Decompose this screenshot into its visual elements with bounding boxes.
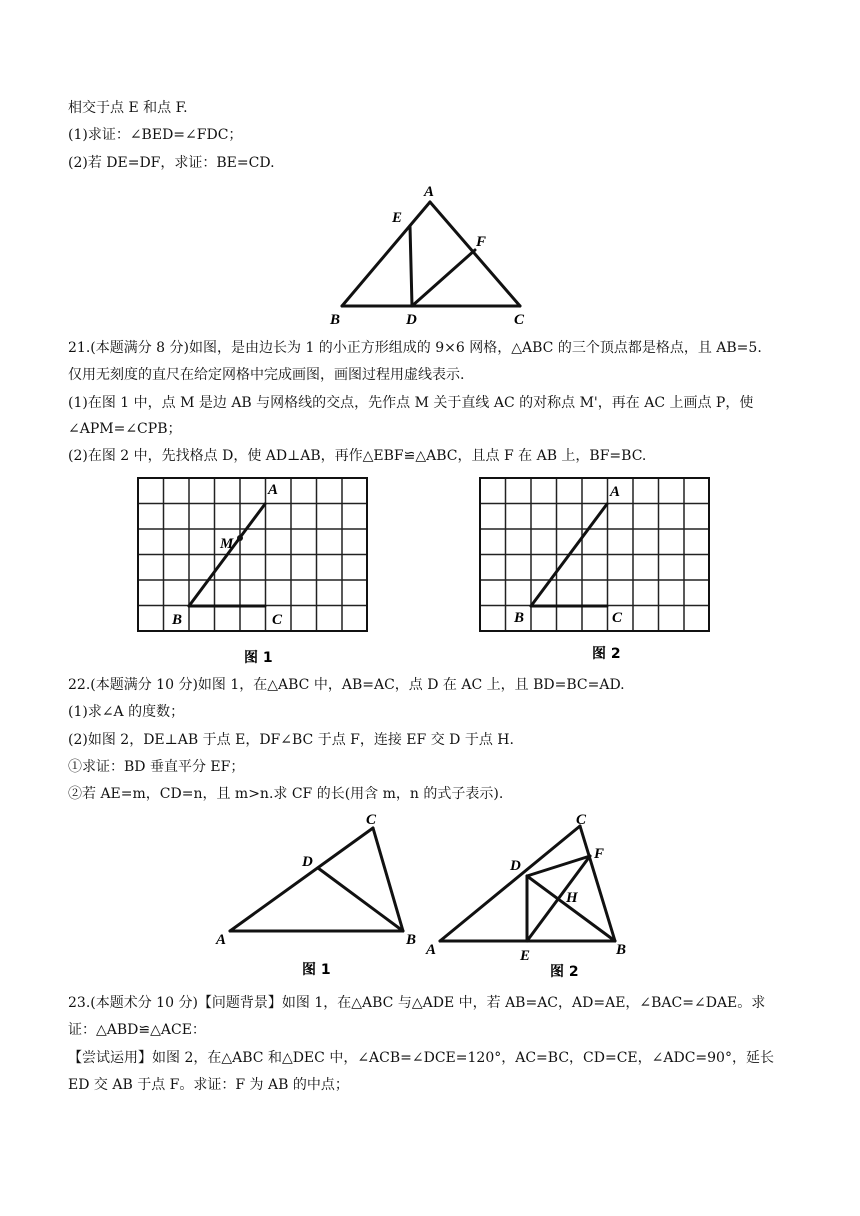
q22-text-line-4: ①求证：BD 垂直平分 EF； bbox=[68, 759, 245, 775]
label-c: C bbox=[366, 812, 377, 828]
q22-text-line-5: ②若 AE=m，CD=n，且 m>n.求 CF 的长(用含 m，n 的式子表示). bbox=[68, 786, 504, 802]
label-e: E bbox=[520, 948, 531, 964]
label-b: B bbox=[406, 932, 417, 948]
q22-text-line-2: (1)求∠A 的度数； bbox=[68, 704, 185, 720]
label-c: C bbox=[612, 610, 623, 626]
label-b: B bbox=[172, 612, 183, 628]
label-a: A bbox=[268, 482, 279, 498]
label-c: C bbox=[576, 812, 587, 828]
q21-grid-figure-1 bbox=[128, 470, 378, 670]
label-d: D bbox=[302, 854, 313, 870]
label-a: A bbox=[426, 942, 437, 958]
label-b: B bbox=[514, 610, 525, 626]
segment-ac bbox=[230, 828, 373, 931]
segment-cb bbox=[580, 826, 615, 941]
label-b: B bbox=[330, 312, 341, 328]
q21-text-line-3: (1)在图 1 中，点 M 是边 AB 与网格线的交点，先作点 M 关于直线 AC 的对称点 M'，再在 AC 上画点 P，使 bbox=[68, 395, 754, 411]
q20-text-line-3: (2)若 DE=DF，求证：BE=CD. bbox=[68, 155, 275, 171]
figure-caption: 图 2 bbox=[592, 646, 621, 662]
point-m bbox=[237, 535, 243, 541]
q21-text-line-4: ∠APM=∠CPB； bbox=[68, 421, 182, 437]
segment-df bbox=[412, 250, 475, 306]
q20-text-line-1: 相交于点 E 和点 F. bbox=[68, 100, 188, 116]
label-a: A bbox=[216, 932, 227, 948]
label-h: H bbox=[566, 890, 578, 906]
q23-text-line-1: 23.(本题术分 10 分)【问题背景】如图 1，在△ABC 与△ADE 中，若 AB=AC，AD=AE，∠BAC=∠DAE。求 bbox=[68, 995, 766, 1011]
q21-text-line-1: 21.(本题满分 8 分)如图，是由边长为 1 的小正方形组成的 9×6 网格，△ABC 的三个顶点都是格点，且 AB=5. bbox=[68, 340, 762, 356]
q21-text-line-5: (2)在图 2 中，先找格点 D，使 AD⊥AB，再作△EBF≌△ABC，且点 F 在 AB 上，BF=BC. bbox=[68, 448, 647, 464]
segment-de bbox=[410, 226, 412, 306]
label-c: C bbox=[272, 612, 283, 628]
segment-bd bbox=[318, 868, 403, 931]
label-m: M bbox=[220, 536, 234, 552]
label-a: A bbox=[424, 184, 435, 200]
q23-text-line-2: 证：△ABD≌△ACE： bbox=[68, 1022, 206, 1038]
label-b: B bbox=[616, 942, 627, 958]
q20-text-line-2: (1)求证：∠BED=∠FDC； bbox=[68, 127, 243, 143]
segment-cb bbox=[373, 828, 403, 931]
figure-caption: 图 2 bbox=[550, 964, 579, 980]
label-c: C bbox=[514, 312, 525, 328]
label-a: A bbox=[610, 484, 621, 500]
figure-caption: 图 1 bbox=[244, 650, 273, 666]
q21-text-line-2: 仅用无刻度的直尺在给定网格中完成画图，画图过程用虚线表示. bbox=[68, 367, 465, 383]
q23-text-line-3: 【尝试运用】如图 2，在△ABC 和△DEC 中，∠ACB=∠DCE=120°，AC=BC，CD=CE，∠ADC=90°，延长 bbox=[68, 1050, 774, 1066]
label-f: F bbox=[594, 846, 605, 862]
segment-df bbox=[527, 856, 590, 876]
segment-ac bbox=[430, 202, 520, 306]
segment-bd bbox=[527, 876, 615, 941]
label-d: D bbox=[510, 858, 521, 874]
q22-figure-2 bbox=[420, 806, 650, 986]
q22-text-line-3: (2)如图 2，DE⊥AB 于点 E，DF∠BC 于点 F，连接 EF 交 D 于点 H. bbox=[68, 732, 514, 748]
segment-ac bbox=[440, 826, 580, 941]
q21-grid-figure-2 bbox=[470, 470, 720, 670]
segment-ef bbox=[527, 856, 590, 941]
label-f: F bbox=[476, 234, 487, 250]
q23-text-line-4: ED 交 AB 于点 F。求证：F 为 AB 的中点； bbox=[68, 1077, 349, 1093]
q20-triangle-figure bbox=[320, 178, 560, 328]
label-d: D bbox=[406, 312, 417, 328]
label-e: E bbox=[392, 210, 403, 226]
q22-text-line-1: 22.(本题满分 10 分)如图 1，在△ABC 中，AB=AC，点 D 在 AC 上，且 BD=BC=AD. bbox=[68, 677, 625, 693]
q22-figure-1 bbox=[210, 806, 430, 986]
segment-ab bbox=[342, 202, 430, 306]
figure-caption: 图 1 bbox=[302, 962, 331, 978]
